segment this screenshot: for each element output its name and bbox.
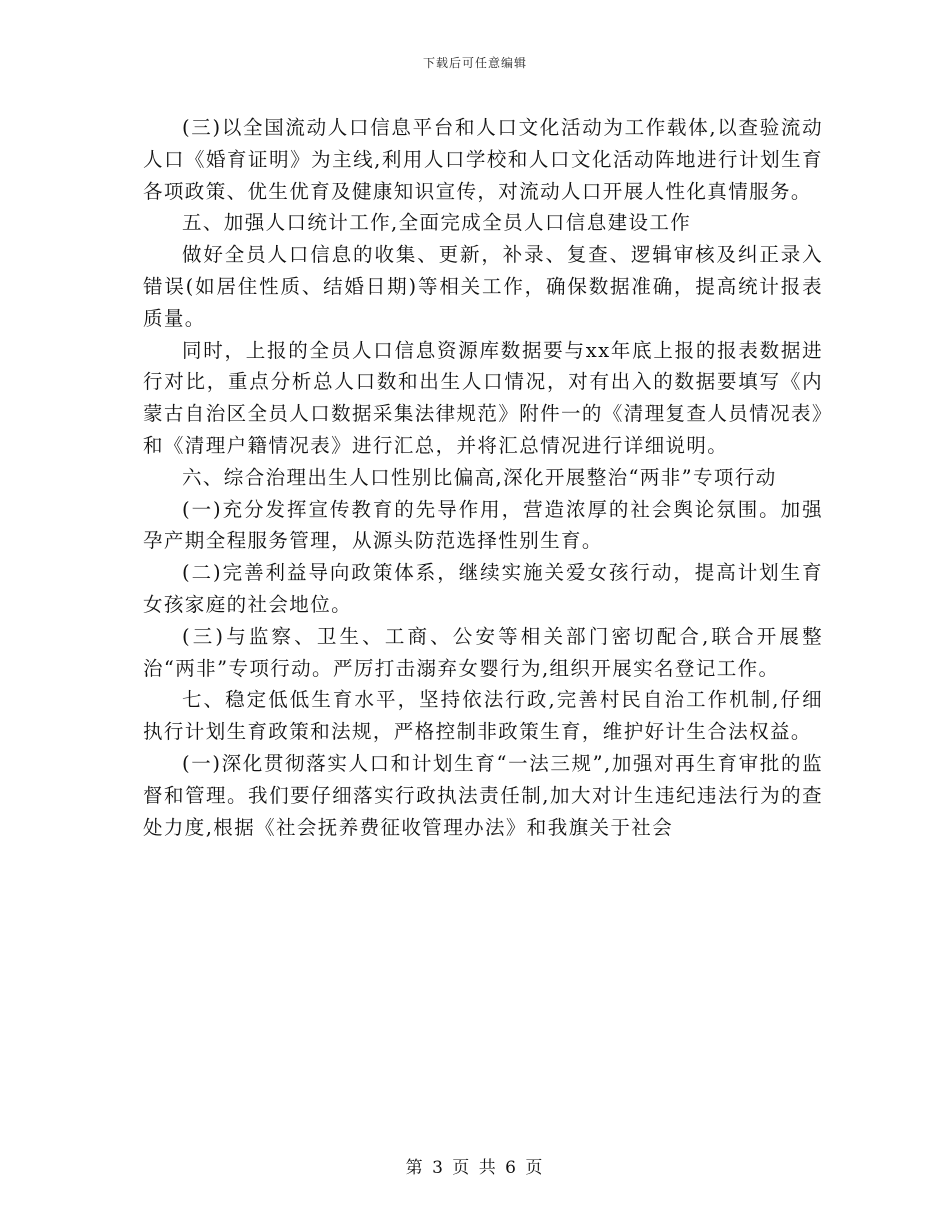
- paragraph: (三)与监察、卫生、工商、公安等相关部门密切配合,联合开展整治“两非”专项行动。严厉打击溺弃女婴行为,组织开展实名登记工作。: [143, 624, 823, 680]
- paragraph: (一)充分发挥宣传教育的先导作用，营造浓厚的社会舆论氛围。加强孕产期全程服务管理，从源头防范选择性别生育。: [143, 497, 823, 553]
- page-number: 第 3 页 共 6 页: [405, 1158, 545, 1178]
- paragraph: 同时，上报的全员人口信息资源库数据要与xx年底上报的报表数据进行对比，重点分析总人口数和出生人口情况，对有出入的数据要填写《内蒙古自治区全员人口数据采集法律规范》附件一的《清理复查人员情况表》和《清理户籍情况表》进行汇总，并将汇总情况进行详细说明。: [143, 338, 823, 457]
- document-body: [143, 112, 823, 843]
- paragraph: 做好全员人口信息的收集、更新，补录、复查、逻辑审核及纠正录入错误(如居住性质、结婚日期)等相关工作，确保数据准确，提高统计报表质量。: [143, 243, 823, 330]
- paragraph: (二)完善利益导向政策体系，继续实施关爱女孩行动，提高计划生育女孩家庭的社会地位。: [143, 561, 823, 616]
- section-heading: 六、综合治理出生人口性别比偏高,深化开展整治“两非”专项行动: [182, 465, 777, 489]
- section-heading: 五、加强人口统计工作,全面完成全员人口信息建设工作: [182, 211, 692, 235]
- paragraph: (一)深化贯彻落实人口和计划生育“一法三规”,加强对再生育审批的监督和管理。我们要仔细落实行政执法责任制,加大对计生违纪违法行为的查处力度,根据《社会抚养费征收管理办法》和我旗关于社会: [143, 751, 823, 839]
- paragraph: (三)以全国流动人口信息平台和人口文化活动为工作载体,以查验流动人口《婚育证明》为主线,利用人口学校和人口文化活动阵地进行计划生育各项政策、优生优育及健康知识宣传，对流动人口开展人性化真情服务。: [143, 116, 823, 203]
- page-header-note: 下载后可任意编辑: [422, 56, 527, 70]
- section-heading: 七、稳定低低生育水平，坚持依法行政,完善村民自治工作机制,仔细执行计划生育政策和法规，严格控制非政策生育，维护好计生合法权益。: [143, 688, 823, 744]
